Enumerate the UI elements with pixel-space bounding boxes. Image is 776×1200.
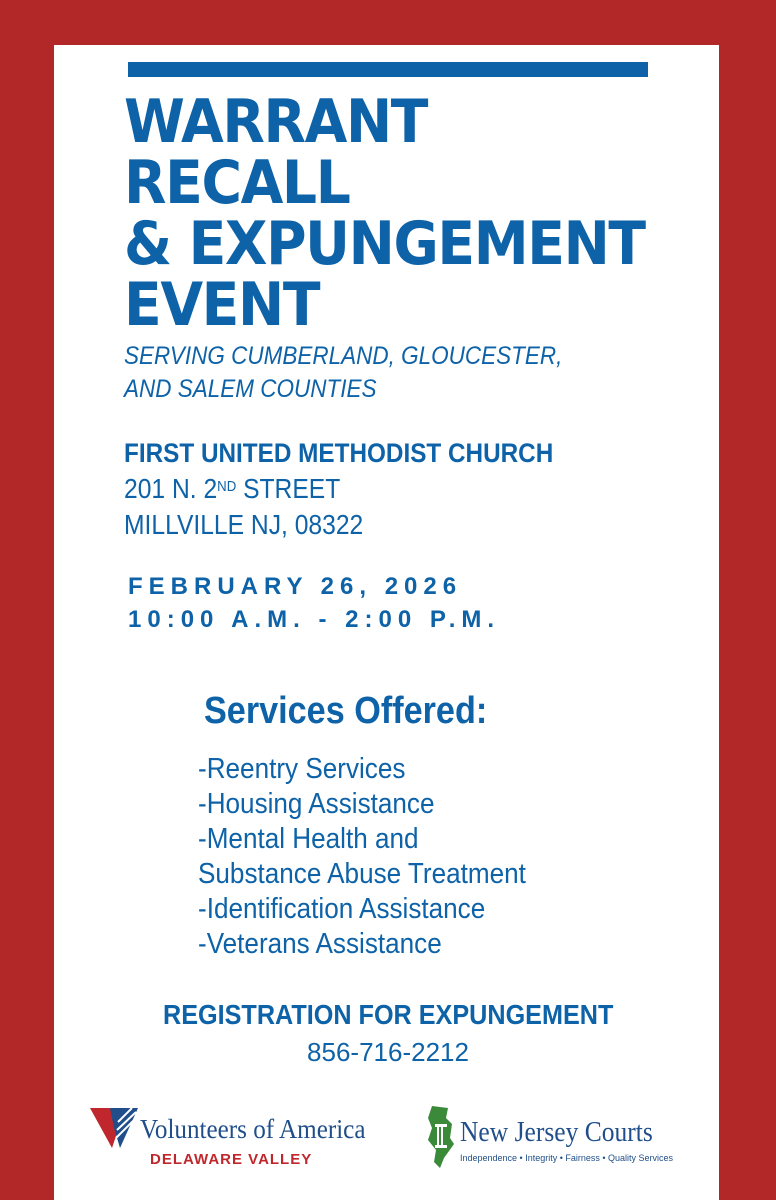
event-date: FEBRUARY 26, 2026 (128, 573, 463, 600)
street-prefix: 201 N. 2 (124, 473, 218, 504)
subtitle-line: SERVING CUMBERLAND, GLOUCESTER, (124, 342, 563, 370)
venue-name: FIRST UNITED METHODIST CHURCH (124, 438, 554, 468)
title-line: EVENT (124, 270, 320, 340)
nj-column-base (435, 1145, 447, 1148)
venue-street (124, 472, 340, 506)
subtitle-line: AND SALEM COUNTIES (124, 375, 377, 403)
service-item: Substance Abuse Treatment (198, 858, 526, 890)
nj-column-cap (435, 1124, 447, 1127)
top-accent-bar (128, 62, 648, 77)
services-heading: Services Offered: (204, 690, 488, 732)
registration-phone: 856-716-2212 (307, 1037, 469, 1067)
street-suffix: STREET (236, 473, 341, 504)
njc-wordmark: New Jersey Courts (460, 1116, 653, 1148)
registration-label (0, 998, 776, 1032)
service-item: -Identification Assistance (198, 893, 486, 925)
event-time: 10:00 A.M. - 2:00 P.M. (128, 606, 501, 633)
title-line: RECALL (124, 148, 350, 218)
voa-wordmark: Volunteers of America (140, 1114, 366, 1144)
nj-column (437, 1127, 439, 1145)
registration-text: REGISTRATION FOR EXPUNGEMENT (162, 999, 614, 1030)
service-item: -Veterans Assistance (198, 928, 442, 960)
event-title (124, 87, 645, 340)
service-item: -Mental Health and (198, 823, 419, 855)
title-line: & EXPUNGEMENT (124, 209, 645, 279)
voa-region: DELAWARE VALLEY (150, 1151, 313, 1168)
event-subtitle (124, 340, 562, 406)
nj-column (441, 1127, 443, 1145)
service-item: -Reentry Services (198, 753, 406, 785)
njc-tagline: Independence • Integrity • Fairness • Quality Services (460, 1153, 674, 1163)
services-list (198, 752, 526, 962)
voa-logo-icon (90, 1104, 146, 1152)
venue-city: MILLVILLE NJ, 08322 (124, 509, 364, 540)
nj-state-icon (422, 1104, 460, 1170)
street-ordinal: ND (217, 478, 237, 495)
service-item: -Housing Assistance (198, 788, 435, 820)
title-line: WARRANT (124, 87, 428, 157)
